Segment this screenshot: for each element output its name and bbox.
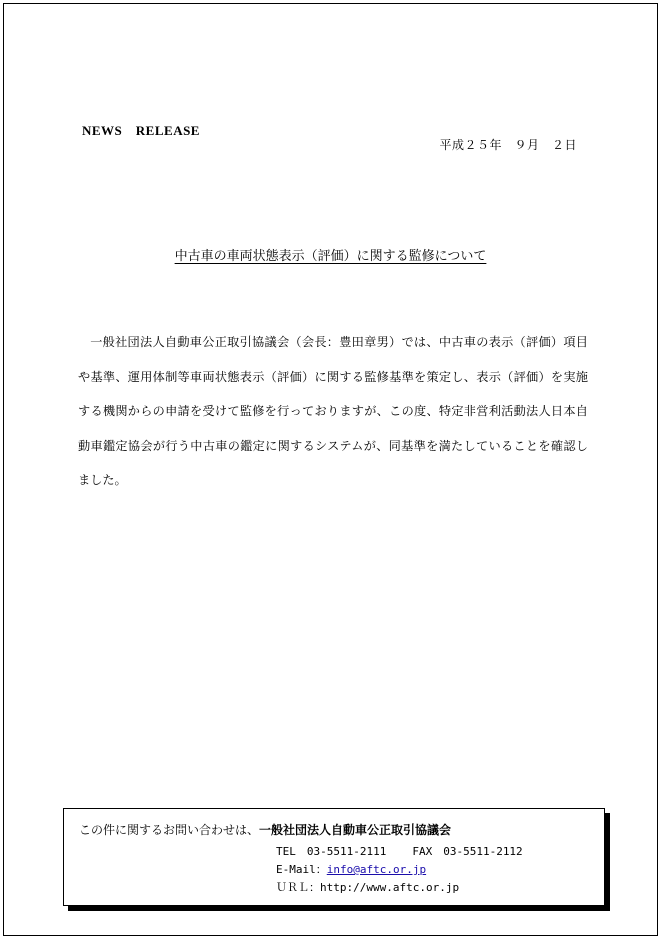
- release-date: 平成２５年 ９月 ２日: [439, 138, 577, 152]
- contact-email-label: E-Mail：: [276, 863, 327, 876]
- body-paragraph: 一般社団法人自動車公正取引協議会（会長：豊田章男）では、中古車の表示（評価）項目や基準、運用体制等車両状態表示（評価）に関する監修基準を策定し、表示（評価）を実施する機関からの申請を受けて監修を行っておりますが、この度、特定非営利活動法人日本自動車鑑定協会が行う中古車の鑑定に関するシステムが、同基準を満たしていることを確認しました。: [78, 335, 588, 487]
- contact-intro-text: この件に関するお問い合わせは、: [79, 823, 260, 837]
- contact-url-label: ＵＲＬ：: [276, 881, 320, 894]
- news-release-label: NEWS RELEASE: [82, 123, 200, 138]
- document-title-text: 中古車の車両状態表示（評価）に関する監修について: [174, 249, 487, 264]
- document-page: [3, 3, 658, 936]
- contact-box: [63, 808, 605, 906]
- contact-tel: TEL 03-5511-2111: [276, 845, 387, 858]
- contact-intro: [79, 821, 451, 838]
- contact-email-line: [276, 861, 426, 877]
- contact-url-line: [276, 879, 459, 895]
- contact-fax: FAX 03-5511-2112: [412, 845, 523, 858]
- contact-email-link[interactable]: info@aftc.or.jp: [326, 863, 427, 876]
- contact-url[interactable]: http://www.aftc.or.jp: [320, 881, 460, 894]
- document-title: [4, 245, 657, 264]
- contact-phone-line: [276, 843, 523, 859]
- body-text: [78, 325, 588, 498]
- contact-organization: 一般社団法人自動車公正取引協議会: [259, 823, 452, 837]
